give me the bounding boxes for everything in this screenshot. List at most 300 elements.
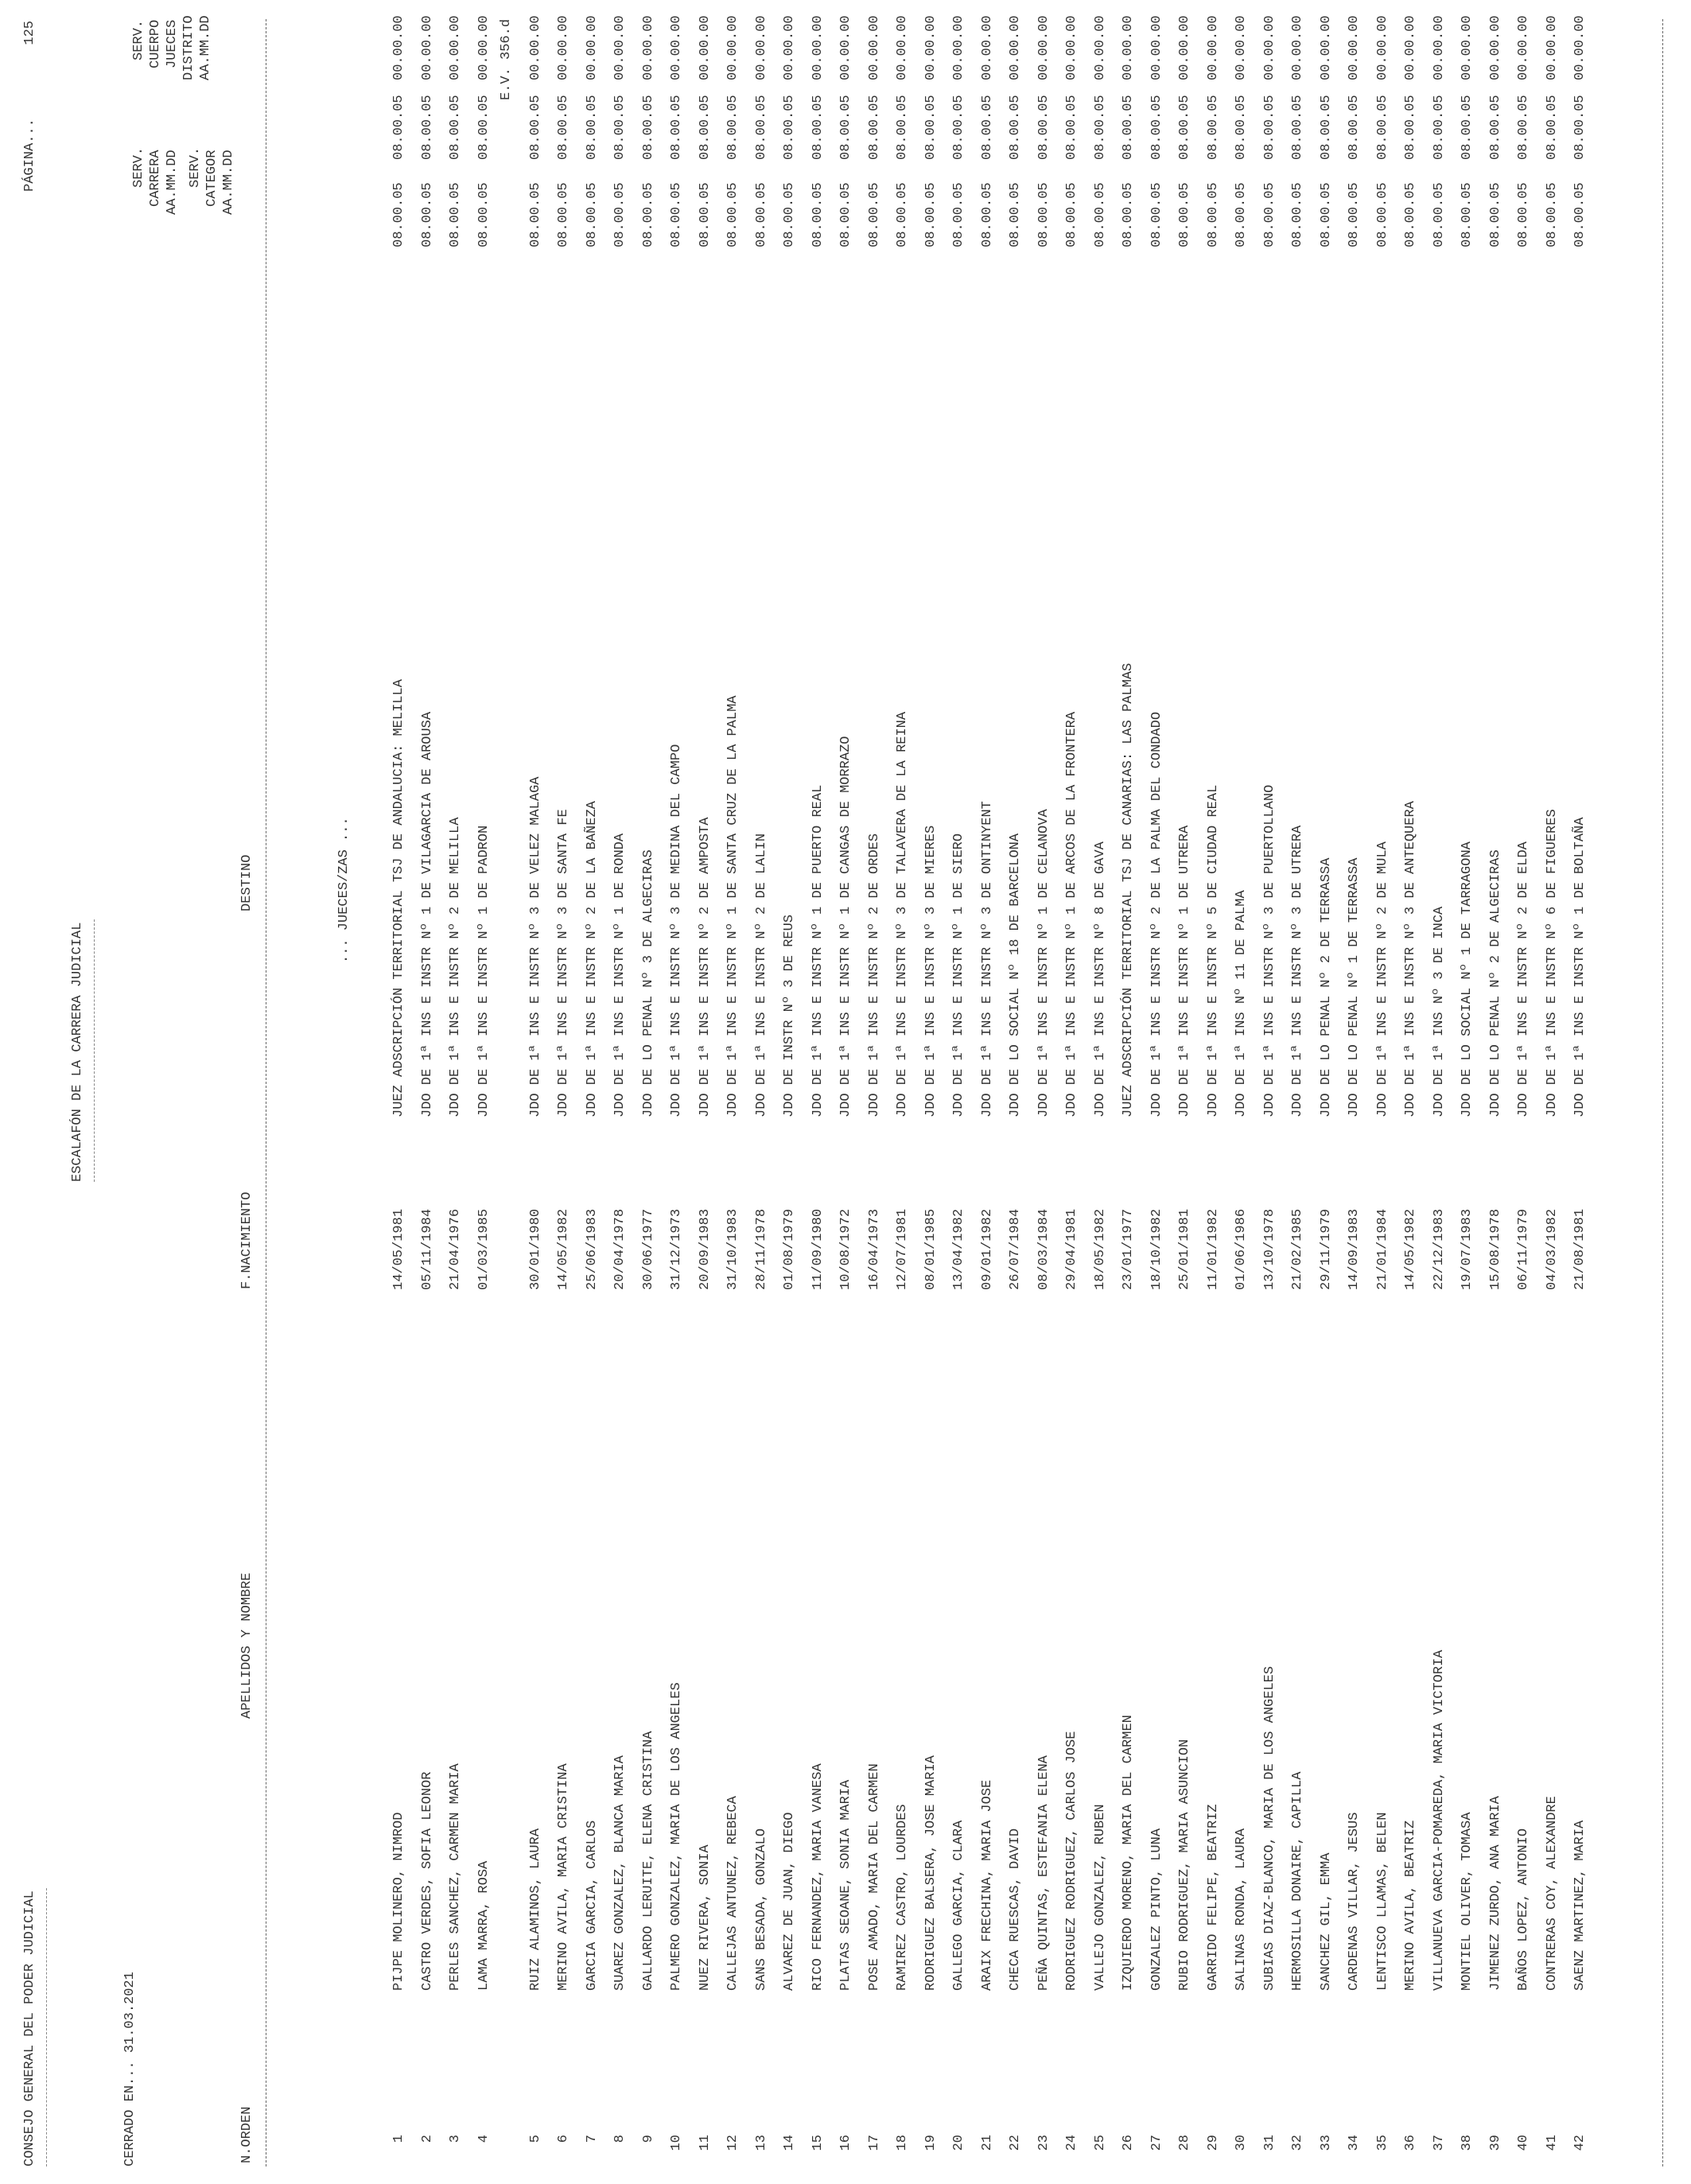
- col-orden: N.ORDEN: [239, 2106, 255, 2163]
- row-destination: JDO DE 1ª INS E INSTR Nº 3 DE MIERES: [923, 825, 939, 1117]
- row-serv-carrera: 08.00.05: [1290, 182, 1305, 247]
- row-serv-cuerpo: 00.00.00: [391, 15, 406, 80]
- row-serv-carrera: 08.00.05: [1261, 182, 1277, 247]
- row-serv-cuerpo: 00.00.00: [669, 15, 684, 80]
- row-birth-date: 19/07/1983: [1460, 1208, 1475, 1290]
- row-birth-date: 25/06/1983: [584, 1208, 600, 1290]
- page-label: PÁGINA...: [22, 119, 37, 192]
- row-number: 34: [1347, 2135, 1362, 2151]
- row-serv-carrera: 08.00.05: [1234, 182, 1249, 247]
- row-name: RICO FERNANDEZ, MARIA VANESA: [810, 1763, 826, 1991]
- row-name: GALLEGO GARCIA, CLARA: [951, 1820, 966, 1991]
- row-destination: JDO DE 1ª INS E INSTR Nº 1 DE CANGAS DE MORRAZO: [838, 736, 853, 1117]
- row-serv-cuerpo: 00.00.00: [782, 15, 797, 80]
- row-name: CALLEJAS ANTUNEZ, REBECA: [725, 1796, 741, 1991]
- row-serv-cuerpo: 00.00.00: [838, 15, 853, 80]
- row-serv-carrera: 08.00.05: [1516, 182, 1531, 247]
- row-number: 21: [979, 2135, 995, 2151]
- row-serv-categor: 08.00.05: [1149, 95, 1164, 160]
- row-serv-cuerpo: 00.00.00: [1403, 15, 1418, 80]
- row-destination: JUEZ ADSCRIPCIÓN TERRITORIAL TSJ DE ANDALUCIA: MELILLA: [391, 679, 406, 1117]
- row-serv-categor: 08.00.05: [584, 95, 600, 160]
- row-serv-carrera: 08.00.05: [951, 182, 966, 247]
- row-serv-carrera: 08.00.05: [1036, 182, 1052, 247]
- row-birth-date: 13/10/1978: [1261, 1208, 1277, 1290]
- row-serv-cuerpo: 00.00.00: [1431, 15, 1447, 80]
- row-serv-categor: 08.00.05: [669, 95, 684, 160]
- row-destination: JDO DE 1ª INS E INSTR Nº 1 DE PADRON: [476, 825, 492, 1117]
- row-name: NUEZ RIVERA, SONIA: [697, 1844, 713, 1991]
- row-serv-carrera: 08.00.05: [1403, 182, 1418, 247]
- row-serv-cuerpo: 00.00.00: [1234, 15, 1249, 80]
- row-serv-categor: 08.00.05: [1177, 95, 1192, 160]
- row-name: SUAREZ GONZALEZ, BLANCA MARIA: [612, 1755, 628, 1991]
- row-birth-date: 20/09/1983: [697, 1208, 713, 1290]
- row-serv-carrera: 08.00.05: [923, 182, 939, 247]
- row-name: MONTIEL OLIVER, TOMASA: [1460, 1812, 1475, 1991]
- row-serv-categor: 08.00.05: [810, 95, 826, 160]
- row-birth-date: 08/03/1984: [1036, 1208, 1052, 1290]
- row-destination: JDO DE 1ª INS E INSTR Nº 2 DE LA BAÑEZA: [584, 801, 600, 1117]
- row-serv-cuerpo: 00.00.00: [1064, 15, 1079, 80]
- row-name: SUBIAS DIAZ-BLANCO, MARIA DE LOS ANGELES: [1261, 1665, 1277, 1991]
- row-serv-categor: 08.00.05: [476, 95, 492, 160]
- row-name: PLATAS SEOANE, SONIA MARIA: [838, 1779, 853, 1991]
- row-serv-categor: 08.00.05: [1064, 95, 1079, 160]
- row-serv-carrera: 08.00.05: [866, 182, 882, 247]
- row-destination: JDO DE 1ª INS Nº 3 DE INCA: [1431, 906, 1447, 1117]
- row-serv-cuerpo: 00.00.00: [1318, 15, 1334, 80]
- row-name: POSE AMADO, MARIA DEL CARMEN: [866, 1763, 882, 1991]
- row-serv-cuerpo: 00.00.00: [1290, 15, 1305, 80]
- col-categor-l2: CATEGOR: [204, 150, 220, 207]
- row-serv-cuerpo: 00.00.00: [866, 15, 882, 80]
- row-name: GARRIDO FELIPE, BEATRIZ: [1205, 1804, 1221, 1991]
- row-name: CARDENAS VILLAR, JESUS: [1347, 1812, 1362, 1991]
- row-birth-date: 30/01/1980: [527, 1208, 543, 1290]
- row-serv-carrera: 08.00.05: [1008, 182, 1023, 247]
- row-destination: JDO DE 1ª INS E INSTR Nº 2 DE MULA: [1374, 841, 1390, 1117]
- row-number: 4: [476, 2135, 492, 2143]
- row-number: 16: [838, 2135, 853, 2151]
- row-name: IZQUIERDO MORENO, MARIA DEL CARMEN: [1121, 1715, 1136, 1991]
- row-serv-categor: 08.00.05: [979, 95, 995, 160]
- row-serv-categor: 08.00.05: [725, 95, 741, 160]
- row-serv-cuerpo: 00.00.00: [640, 15, 656, 80]
- row-serv-carrera: 08.00.05: [895, 182, 910, 247]
- row-name: PIJPE MOLINERO, NIMROD: [391, 1812, 406, 1991]
- bottom-divider: [1662, 19, 1663, 2167]
- row-birth-date: 18/05/1982: [1092, 1208, 1108, 1290]
- row-serv-categor: 08.00.05: [1403, 95, 1418, 160]
- row-destination: JDO DE 1ª INS E INSTR Nº 3 DE PUERTOLLANO: [1261, 784, 1277, 1117]
- row-serv-carrera: 08.00.05: [448, 182, 463, 247]
- row-birth-date: 29/04/1981: [1064, 1208, 1079, 1290]
- row-serv-categor: 08.00.05: [1431, 95, 1447, 160]
- section-label: ... JUECES/ZAS ...: [336, 817, 352, 963]
- row-destination: JDO DE 1ª INS E INSTR Nº 3 DE SANTA FE: [556, 809, 571, 1117]
- row-destination: JDO DE 1ª INS E INSTR Nº 2 DE MELILLA: [448, 817, 463, 1117]
- row-destination: JUEZ ADSCRIPCIÓN TERRITORIAL TSJ DE CANARIAS: LAS PALMAS: [1121, 663, 1136, 1117]
- row-destination: JDO DE 1ª INS E INSTR Nº 5 DE CIUDAD REAL: [1205, 784, 1221, 1117]
- row-destination: JDO DE LO PENAL Nº 1 DE TERRASSA: [1347, 857, 1362, 1117]
- row-name: RUBIO RODRIGUEZ, MARIA ASUNCION: [1177, 1739, 1192, 1991]
- row-serv-carrera: 08.00.05: [753, 182, 769, 247]
- row-name: HERMOSILLA DONAIRE, CAPILLA: [1290, 1771, 1305, 1991]
- row-serv-categor: 08.00.05: [612, 95, 628, 160]
- row-destination: JDO DE 1ª INS E INSTR Nº 1 DE PUERTO REAL: [810, 784, 826, 1117]
- row-birth-date: 13/04/1982: [951, 1208, 966, 1290]
- row-number: 29: [1205, 2135, 1221, 2151]
- col-cuerpo-l4: DISTRITO: [181, 15, 196, 80]
- row-name: RUIZ ALAMINOS, LAURA: [527, 1828, 543, 1991]
- row-birth-date: 20/04/1978: [612, 1208, 628, 1290]
- row-serv-cuerpo: 00.00.00: [556, 15, 571, 80]
- row-destination: JDO DE 1ª INS E INSTR Nº 3 DE UTRERA: [1290, 825, 1305, 1117]
- row-number: 13: [753, 2135, 769, 2151]
- row-number: 28: [1177, 2135, 1192, 2151]
- row-destination: JDO DE INSTR Nº 3 DE REUS: [782, 914, 797, 1117]
- row-name: SANCHEZ GIL, EMMA: [1318, 1852, 1334, 1991]
- row-serv-carrera: 08.00.05: [838, 182, 853, 247]
- row-name: CASTRO VERDES, SOFIA LEONOR: [419, 1771, 435, 1991]
- row-destination: JDO DE 1ª INS E INSTR Nº 1 DE SANTA CRUZ DE LA PALMA: [725, 695, 741, 1117]
- row-number: 5: [527, 2135, 543, 2143]
- row-number: 26: [1121, 2135, 1136, 2151]
- row-serv-cuerpo: 00.00.00: [1487, 15, 1503, 80]
- row-serv-cuerpo: 00.00.00: [1460, 15, 1475, 80]
- row-serv-categor: 08.00.05: [1572, 95, 1588, 160]
- row-serv-cuerpo: 00.00.00: [1205, 15, 1221, 80]
- row-number: 31: [1261, 2135, 1277, 2151]
- row-number: 39: [1487, 2135, 1503, 2151]
- row-name: SANS BESADA, GONZALO: [753, 1828, 769, 1991]
- row-serv-categor: 08.00.05: [1092, 95, 1108, 160]
- row-destination: JDO DE 1ª INS E INSTR Nº 2 DE LA PALMA DEL CONDADO: [1149, 711, 1164, 1117]
- row-destination: JDO DE 1ª INS E INSTR Nº 3 DE MEDINA DEL CAMPO: [669, 744, 684, 1117]
- row-serv-categor: 08.00.05: [1121, 95, 1136, 160]
- row-serv-carrera: 08.00.05: [782, 182, 797, 247]
- col-carrera-l2: CARRERA: [148, 150, 163, 207]
- row-serv-cuerpo: 00.00.00: [476, 15, 492, 80]
- col-cuerpo-l2: CUERPO: [148, 19, 163, 68]
- closed-date: CERRADO EN... 31.03.2021: [122, 1972, 138, 2167]
- row-serv-categor: 08.00.05: [1036, 95, 1052, 160]
- row-number: 18: [895, 2135, 910, 2151]
- row-birth-date: 08/01/1985: [923, 1208, 939, 1290]
- row-serv-carrera: 08.00.05: [1149, 182, 1164, 247]
- row-serv-carrera: 08.00.05: [1487, 182, 1503, 247]
- row-birth-date: 05/11/1984: [419, 1208, 435, 1290]
- row-destination: JDO DE LO PENAL Nº 2 DE ALGECIRAS: [1487, 849, 1503, 1117]
- row-serv-categor: 08.00.05: [1008, 95, 1023, 160]
- row-destination: JDO DE LO SOCIAL Nº 18 DE BARCELONA: [1008, 833, 1023, 1117]
- row-serv-categor: 08.00.05: [923, 95, 939, 160]
- row-birth-date: 31/10/1983: [725, 1208, 741, 1290]
- row-serv-carrera: 08.00.05: [1177, 182, 1192, 247]
- row-serv-cuerpo: 00.00.00: [895, 15, 910, 80]
- row-serv-carrera: 08.00.05: [640, 182, 656, 247]
- row-birth-date: 10/08/1972: [838, 1208, 853, 1290]
- row-serv-cuerpo: 00.00.00: [951, 15, 966, 80]
- row-serv-cuerpo: 00.00.00: [527, 15, 543, 80]
- row-number: 17: [866, 2135, 882, 2151]
- document-title: ESCALAFÓN DE LA CARRERA JUDICIAL: [70, 922, 85, 1182]
- row-serv-categor: 08.00.05: [1516, 95, 1531, 160]
- row-serv-categor: 08.00.05: [527, 95, 543, 160]
- org-underline: [46, 1888, 47, 2167]
- row-serv-carrera: 08.00.05: [1205, 182, 1221, 247]
- row-name: RODRIGUEZ BALSERA, JOSE MARIA: [923, 1755, 939, 1991]
- row-birth-date: 30/06/1977: [640, 1208, 656, 1290]
- row-name: BAÑOS LOPEZ, ANTONIO: [1516, 1828, 1531, 1991]
- row-serv-cuerpo: 00.00.00: [1092, 15, 1108, 80]
- row-serv-categor: 08.00.05: [448, 95, 463, 160]
- row-birth-date: 28/11/1978: [753, 1208, 769, 1290]
- row-number: 20: [951, 2135, 966, 2151]
- row-number: 19: [923, 2135, 939, 2151]
- row-serv-categor: 08.00.05: [1487, 95, 1503, 160]
- row-birth-date: 01/03/1985: [476, 1208, 492, 1290]
- row-name: SAENZ MARTINEZ, MARIA: [1572, 1820, 1588, 1991]
- row-serv-cuerpo: 00.00.00: [1572, 15, 1588, 80]
- col-carrera-l1: SERV.: [131, 146, 146, 188]
- row-serv-categor: 08.00.05: [1544, 95, 1560, 160]
- row-serv-categor: 08.00.05: [1234, 95, 1249, 160]
- row-serv-categor: 08.00.05: [1374, 95, 1390, 160]
- row-name: GARCIA GARCIA, CARLOS: [584, 1820, 600, 1991]
- row-serv-cuerpo: 00.00.00: [612, 15, 628, 80]
- row-serv-cuerpo: 00.00.00: [1347, 15, 1362, 80]
- row-destination: JDO DE 1ª INS E INSTR Nº 1 DE SIERO: [951, 833, 966, 1117]
- row-serv-categor: 08.00.05: [1347, 95, 1362, 160]
- row-serv-carrera: 08.00.05: [979, 182, 995, 247]
- row-name: CONTRERAS COY, ALEXANDRE: [1544, 1796, 1560, 1991]
- row-birth-date: 14/05/1981: [391, 1208, 406, 1290]
- row-birth-date: 14/09/1983: [1347, 1208, 1362, 1290]
- row-destination: JDO DE LO SOCIAL Nº 1 DE TARRAGONA: [1460, 841, 1475, 1117]
- row-birth-date: 11/01/1982: [1205, 1208, 1221, 1290]
- row-number: 25: [1092, 2135, 1108, 2151]
- row-birth-date: 12/07/1981: [895, 1208, 910, 1290]
- col-carrera-l3: AA.MM.DD: [165, 150, 180, 215]
- row-destination: JDO DE 1ª INS E INSTR Nº 1 DE CELANOVA: [1036, 809, 1052, 1117]
- col-nacimiento: F.NACIMIENTO: [239, 1191, 255, 1289]
- col-categor-l1: SERV.: [188, 146, 203, 188]
- row-number: 10: [669, 2135, 684, 2151]
- row-serv-carrera: 08.00.05: [612, 182, 628, 247]
- row-serv-categor: 08.00.05: [640, 95, 656, 160]
- row-birth-date: 11/09/1980: [810, 1208, 826, 1290]
- row-destination: JDO DE 1ª INS E INSTR Nº 3 DE TALAVERA DE LA REINA: [895, 711, 910, 1117]
- row-birth-date: 21/01/1984: [1374, 1208, 1390, 1290]
- row-number: 1: [391, 2135, 406, 2143]
- row-serv-cuerpo: 00.00.00: [1121, 15, 1136, 80]
- row-serv-carrera: 08.00.05: [1544, 182, 1560, 247]
- row-name: ALVAREZ DE JUAN, DIEGO: [782, 1812, 797, 1991]
- row-serv-categor: 08.00.05: [1261, 95, 1277, 160]
- row-number: 32: [1290, 2135, 1305, 2151]
- row-number: 36: [1403, 2135, 1418, 2151]
- org-name: CONSEJO GENERAL DEL PODER JUDICIAL: [22, 1891, 37, 2167]
- row-birth-date: 15/08/1978: [1487, 1208, 1503, 1290]
- col-cuerpo-l1: SERV.: [131, 19, 146, 60]
- row-number: 35: [1374, 2135, 1390, 2151]
- row-destination: JDO DE 1ª INS E INSTR Nº 1 DE BOLTAÑA: [1572, 817, 1588, 1117]
- row-birth-date: 29/11/1979: [1318, 1208, 1334, 1290]
- page-number: 125: [22, 21, 37, 45]
- row-destination: JDO DE 1ª INS E INSTR Nº 3 DE ANTEQUERA: [1403, 801, 1418, 1117]
- row-number: 37: [1431, 2135, 1447, 2151]
- row-serv-categor: 08.00.05: [753, 95, 769, 160]
- row-birth-date: 25/01/1981: [1177, 1208, 1192, 1290]
- row-name: LAMA MARRA, ROSA: [476, 1860, 492, 1991]
- row-name: MERINO AVILA, MARIA CRISTINA: [556, 1763, 571, 1991]
- row-serv-cuerpo: 00.00.00: [448, 15, 463, 80]
- row-number: 42: [1572, 2135, 1588, 2151]
- row-serv-cuerpo: 00.00.00: [1544, 15, 1560, 80]
- row-serv-carrera: 08.00.05: [556, 182, 571, 247]
- row-serv-categor: 08.00.05: [895, 95, 910, 160]
- row-destination: JDO DE 1ª INS E INSTR Nº 8 DE GAVA: [1092, 841, 1108, 1117]
- row-destination: JDO DE 1ª INS E INSTR Nº 6 DE FIGUERES: [1544, 809, 1560, 1117]
- row-birth-date: 09/01/1982: [979, 1208, 995, 1290]
- row-destination: JDO DE 1ª INS E INSTR Nº 2 DE AMPOSTA: [697, 817, 713, 1117]
- row-serv-carrera: 08.00.05: [810, 182, 826, 247]
- row-name: SALINAS RONDA, LAURA: [1234, 1828, 1249, 1991]
- row-serv-carrera: 08.00.05: [1121, 182, 1136, 247]
- row-serv-cuerpo: 00.00.00: [725, 15, 741, 80]
- row-serv-categor: 08.00.05: [782, 95, 797, 160]
- row-birth-date: 16/04/1973: [866, 1208, 882, 1290]
- row-serv-carrera: 08.00.05: [476, 182, 492, 247]
- row-number: 6: [556, 2135, 571, 2143]
- row-serv-cuerpo: 00.00.00: [1036, 15, 1052, 80]
- row-name: RODRIGUEZ RODRIGUEZ, CARLOS JOSE: [1064, 1731, 1079, 1991]
- row-destination: JDO DE 1ª INS E INSTR Nº 3 DE ONTINYENT: [979, 801, 995, 1117]
- row-birth-date: 21/08/1981: [1572, 1208, 1588, 1290]
- row-serv-carrera: 08.00.05: [1460, 182, 1475, 247]
- row-number: 38: [1460, 2135, 1475, 2151]
- col-nombre: APELLIDOS Y NOMBRE: [239, 1572, 255, 1719]
- row-number: 7: [584, 2135, 600, 2143]
- row-name: CHECA RUESCAS, DAVID: [1008, 1828, 1023, 1991]
- row-note: E.V. 356.d: [498, 18, 514, 100]
- row-number: 33: [1318, 2135, 1334, 2151]
- row-serv-categor: 08.00.05: [556, 95, 571, 160]
- row-serv-carrera: 08.00.05: [1318, 182, 1334, 247]
- row-birth-date: 23/01/1977: [1121, 1208, 1136, 1290]
- row-birth-date: 26/07/1984: [1008, 1208, 1023, 1290]
- row-birth-date: 01/06/1986: [1234, 1208, 1249, 1290]
- row-serv-categor: 08.00.05: [838, 95, 853, 160]
- row-serv-carrera: 08.00.05: [527, 182, 543, 247]
- row-name: LENTISCO LLAMAS, BELEN: [1374, 1812, 1390, 1991]
- row-serv-carrera: 08.00.05: [1064, 182, 1079, 247]
- row-birth-date: 31/12/1973: [669, 1208, 684, 1290]
- row-serv-carrera: 08.00.05: [391, 182, 406, 247]
- row-number: 23: [1036, 2135, 1052, 2151]
- row-birth-date: 18/10/1982: [1149, 1208, 1164, 1290]
- row-serv-cuerpo: 00.00.00: [1261, 15, 1277, 80]
- row-serv-categor: 08.00.05: [419, 95, 435, 160]
- row-serv-carrera: 08.00.05: [697, 182, 713, 247]
- row-serv-cuerpo: 00.00.00: [584, 15, 600, 80]
- row-serv-categor: 08.00.05: [391, 95, 406, 160]
- row-name: PEÑA QUINTAS, ESTEFANIA ELENA: [1036, 1755, 1052, 1991]
- row-name: JIMENEZ ZURDO, ANA MARIA: [1487, 1796, 1503, 1991]
- row-serv-cuerpo: 00.00.00: [923, 15, 939, 80]
- row-name: VILLANUEVA GARCIA-POMAREDA, MARIA VICTORIA: [1431, 1650, 1447, 1991]
- col-destino: DESTINO: [239, 854, 255, 911]
- col-categor-l3: AA.MM.DD: [221, 150, 236, 215]
- row-serv-categor: 08.00.05: [1318, 95, 1334, 160]
- row-birth-date: 14/05/1982: [1403, 1208, 1418, 1290]
- row-number: 8: [612, 2135, 628, 2143]
- row-serv-cuerpo: 00.00.00: [1149, 15, 1164, 80]
- row-serv-cuerpo: 00.00.00: [810, 15, 826, 80]
- row-number: 27: [1149, 2135, 1164, 2151]
- title-underline: [94, 919, 95, 1182]
- row-birth-date: 01/08/1979: [782, 1208, 797, 1290]
- row-name: PALMERO GONZALEZ, MARIA DE LOS ANGELES: [669, 1682, 684, 1991]
- row-number: 14: [782, 2135, 797, 2151]
- row-birth-date: 06/11/1979: [1516, 1208, 1531, 1290]
- row-serv-carrera: 08.00.05: [584, 182, 600, 247]
- row-number: 11: [697, 2135, 713, 2151]
- row-serv-cuerpo: 00.00.00: [753, 15, 769, 80]
- row-birth-date: 21/02/1985: [1290, 1208, 1305, 1290]
- row-serv-categor: 08.00.05: [1460, 95, 1475, 160]
- row-serv-categor: 08.00.05: [866, 95, 882, 160]
- row-serv-carrera: 08.00.05: [1092, 182, 1108, 247]
- row-serv-cuerpo: 00.00.00: [1374, 15, 1390, 80]
- row-serv-cuerpo: 00.00.00: [697, 15, 713, 80]
- row-destination: JDO DE 1ª INS E INSTR Nº 1 DE UTRERA: [1177, 825, 1192, 1117]
- row-serv-categor: 08.00.05: [1205, 95, 1221, 160]
- row-serv-carrera: 08.00.05: [669, 182, 684, 247]
- row-birth-date: 14/05/1982: [556, 1208, 571, 1290]
- row-serv-carrera: 08.00.05: [725, 182, 741, 247]
- row-number: 12: [725, 2135, 741, 2151]
- row-destination: JDO DE LO PENAL Nº 2 DE TERRASSA: [1318, 857, 1334, 1117]
- row-name: MERINO AVILA, BEATRIZ: [1403, 1820, 1418, 1991]
- col-cuerpo-l5: AA.MM.DD: [198, 15, 213, 80]
- row-destination: JDO DE 1ª INS E INSTR Nº 2 DE ORDES: [866, 833, 882, 1117]
- row-name: GONZALEZ PINTO, LUNA: [1149, 1828, 1164, 1991]
- row-destination: JDO DE 1ª INS E INSTR Nº 1 DE RONDA: [612, 833, 628, 1117]
- row-number: 9: [640, 2135, 656, 2143]
- row-serv-categor: 08.00.05: [697, 95, 713, 160]
- row-serv-carrera: 08.00.05: [1431, 182, 1447, 247]
- row-number: 24: [1064, 2135, 1079, 2151]
- row-name: ARAIX FRECHINA, MARIA JOSE: [979, 1779, 995, 1991]
- row-name: GALLARDO LERUITE, ELENA CRISTINA: [640, 1731, 656, 1991]
- row-birth-date: 04/03/1982: [1544, 1208, 1560, 1290]
- row-serv-categor: 08.00.05: [1290, 95, 1305, 160]
- row-serv-cuerpo: 00.00.00: [419, 15, 435, 80]
- row-destination: JDO DE LO PENAL Nº 3 DE ALGECIRAS: [640, 849, 656, 1117]
- row-serv-cuerpo: 00.00.00: [979, 15, 995, 80]
- row-serv-carrera: 08.00.05: [1374, 182, 1390, 247]
- row-destination: JDO DE 1ª INS E INSTR Nº 1 DE VILAGARCIA DE AROUSA: [419, 711, 435, 1117]
- row-number: 22: [1008, 2135, 1023, 2151]
- row-serv-cuerpo: 00.00.00: [1177, 15, 1192, 80]
- row-number: 30: [1234, 2135, 1249, 2151]
- row-destination: JDO DE 1ª INS E INSTR Nº 1 DE ARCOS DE LA FRONTERA: [1064, 711, 1079, 1117]
- row-serv-carrera: 08.00.05: [419, 182, 435, 247]
- row-name: VALLEJO GONZALEZ, RUBEN: [1092, 1804, 1108, 1991]
